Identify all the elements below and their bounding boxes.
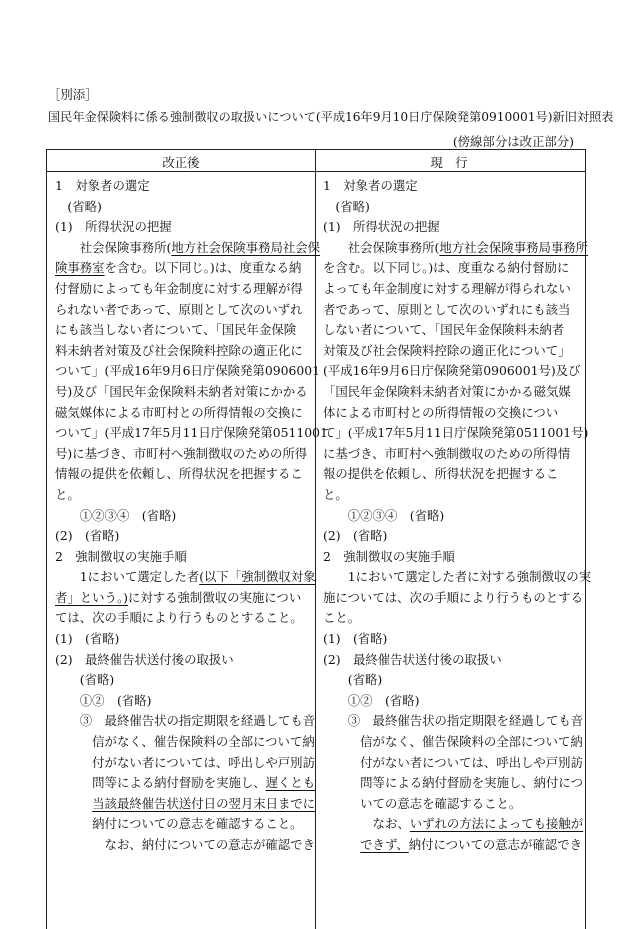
- text-segment: と。: [55, 486, 80, 502]
- current-column: [323, 176, 591, 856]
- text-segment: 信がなく、催告保険料の全部について納: [55, 734, 315, 750]
- header-revised: 改正後: [162, 155, 200, 170]
- attachment-tag: ［別添］: [48, 87, 98, 102]
- text-line: [323, 485, 591, 506]
- text-line: [55, 753, 328, 774]
- text-segment: (2) 最終催告状送付後の取扱い: [55, 651, 234, 667]
- text-line: [323, 258, 591, 279]
- text-segment: 信がなく、催告保険料の全部について納: [323, 734, 583, 750]
- text-line: [55, 567, 328, 588]
- text-segment: 料未納者対策及び社会保険料控除の適正化に: [55, 342, 303, 358]
- text-segment: なお、: [323, 816, 410, 832]
- text-line: [323, 176, 591, 197]
- text-segment: (2) 最終催告状送付後の取扱い: [323, 651, 502, 667]
- text-line: [55, 279, 328, 300]
- text-segment: ①②③④ (省略): [323, 507, 445, 523]
- text-line: [55, 403, 328, 424]
- text-line: [55, 382, 328, 403]
- amended-text: 遅くとも: [265, 775, 316, 791]
- text-segment: ①② (省略): [55, 692, 152, 708]
- text-line: [323, 382, 591, 403]
- text-segment: ついて」(平成17年5月11日庁保険発第0511001: [55, 425, 328, 441]
- text-segment: を含む。以下同じ。)は、度重なる納: [104, 260, 302, 276]
- text-line: [323, 753, 591, 774]
- text-segment: いての意志を確認すること。: [323, 795, 522, 811]
- text-segment: ①② (省略): [323, 692, 420, 708]
- amended-text: 地方社会保険事務局社会保: [171, 239, 321, 255]
- amended-text: いずれの方法によっても接触が: [409, 816, 584, 832]
- text-line: [323, 341, 591, 362]
- text-segment: られない者であって、原則として次のいずれ: [55, 301, 303, 317]
- amended-text: 険事務室: [55, 260, 105, 276]
- text-line: [323, 608, 591, 629]
- text-line: [323, 588, 591, 609]
- text-segment: ③ 最終催告状の指定期限を経過しても音: [55, 713, 316, 729]
- text-line: [55, 485, 328, 506]
- text-segment: 付がない者については、呼出しや戸別訪: [55, 754, 315, 770]
- text-line: [55, 341, 328, 362]
- underline-note: (傍線部分は改正部分): [452, 134, 574, 149]
- text-segment: 付督励によっても年金制度に対する理解が得: [55, 280, 303, 296]
- text-segment: 体による市町村との所得情報の交換につい: [323, 404, 559, 420]
- text-segment: 情報の提供を依頼し、所得状況を把握するこ: [55, 466, 303, 482]
- amended-text: 当該最終催告状送付日の翌月末日までに: [92, 795, 316, 811]
- text-segment: ①②③④ (省略): [55, 507, 177, 523]
- text-line: [323, 423, 591, 444]
- text-line: [323, 835, 591, 856]
- text-line: [55, 670, 328, 691]
- document-title: 国民年金保険料に係る強制徴収の取扱いについて(平成16年9月10日庁保険発第0910001号)新旧対照表: [48, 110, 614, 124]
- text-segment: (1) (省略): [55, 631, 120, 647]
- text-segment: 号)に基づき、市町村へ強制徴収のための所得: [55, 445, 308, 461]
- header-current: 現 行: [430, 155, 468, 170]
- text-line: [323, 732, 591, 753]
- text-segment: にも該当しない者について、「国民年金保険: [55, 322, 297, 338]
- text-segment: (省略): [323, 672, 383, 688]
- text-line: [323, 526, 591, 547]
- text-line: [323, 300, 591, 321]
- text-segment: 納付についての意志が確認でき: [408, 837, 582, 852]
- text-segment: しない者について、「国民年金保険料未納者: [323, 322, 565, 338]
- text-line: [55, 423, 328, 444]
- text-segment: 問等による納付督励を実施し、納付につ: [323, 775, 583, 791]
- text-segment: に対する強制徴収の実施につい: [127, 589, 302, 605]
- text-line: [55, 444, 328, 465]
- text-segment: 対策及び社会保険料控除の適正化について」: [323, 342, 571, 358]
- text-line: [55, 300, 328, 321]
- text-segment: ては、次の手順により行うものとすること。: [55, 610, 303, 626]
- text-line: [55, 588, 328, 609]
- text-segment: 社会保険事務所(: [55, 239, 172, 255]
- text-segment: こと。: [323, 610, 361, 626]
- text-segment: 1において選定した者: [55, 569, 200, 585]
- revised-column: [55, 176, 328, 856]
- text-line: [323, 238, 591, 259]
- text-line: [55, 814, 328, 835]
- amended-text: 地方社会保険事務局事務所: [439, 239, 589, 255]
- text-line: [323, 670, 591, 691]
- text-segment: 2 強制徴収の実施手順: [55, 548, 187, 564]
- text-segment: に基づき、市町村へ強制徴収のための所得情: [323, 445, 571, 461]
- text-line: [55, 506, 328, 527]
- amended-text: (以下「強制徴収対象: [199, 569, 316, 585]
- text-line: [55, 650, 328, 671]
- amended-text: できず、: [360, 837, 409, 852]
- text-line: [323, 691, 591, 712]
- amended-text: 者」という。): [55, 589, 128, 605]
- text-line: [323, 506, 591, 527]
- text-segment: よっても年金制度に対する理解が得られない: [323, 280, 571, 296]
- text-line: [55, 691, 328, 712]
- text-segment: 納付についての意志を確認すること。: [55, 816, 303, 832]
- text-segment: [323, 837, 360, 852]
- text-segment: を含む。以下同じ。)は、度重なる納付督励に: [323, 260, 570, 276]
- text-line: [323, 650, 591, 671]
- text-line: [55, 238, 328, 259]
- text-line: [323, 217, 591, 238]
- text-segment: (省略): [55, 198, 102, 214]
- text-line: [55, 629, 328, 650]
- text-line: [323, 567, 591, 588]
- text-line: [323, 320, 591, 341]
- text-segment: 施については、次の手順により行うものとする: [323, 589, 583, 605]
- text-segment: (省略): [323, 198, 370, 214]
- text-line: [323, 444, 591, 465]
- text-line: [55, 197, 328, 218]
- text-line: [55, 361, 328, 382]
- text-line: [55, 608, 328, 629]
- text-line: [55, 773, 328, 794]
- text-line: [55, 711, 328, 732]
- text-line: [55, 794, 328, 815]
- table-header-row: [47, 150, 585, 172]
- text-line: [323, 629, 591, 650]
- text-line: [323, 794, 591, 815]
- text-segment: 付がない者については、呼出しや戸別訪: [323, 754, 583, 770]
- text-line: [55, 217, 328, 238]
- text-line: [323, 197, 591, 218]
- text-segment: (1) (省略): [323, 631, 388, 647]
- text-line: [323, 711, 591, 732]
- text-line: [323, 464, 591, 485]
- text-segment: 「国民年金保険料未納者対策にかかる磁気媒: [323, 383, 571, 399]
- text-line: [323, 547, 591, 568]
- comparison-table: [46, 149, 592, 929]
- text-segment: 1 対象者の選定: [55, 178, 150, 193]
- text-segment: ついて」(平成16年9月6日庁保険発第0906001: [55, 363, 321, 379]
- text-segment: と。: [323, 486, 348, 502]
- text-segment: (2) (省略): [323, 528, 388, 544]
- text-line: [55, 732, 328, 753]
- text-segment: 1において選定した者に対する強制徴収の実: [323, 569, 592, 585]
- text-segment: (2) (省略): [55, 528, 120, 544]
- text-segment: 者であって、原則として次のいずれにも該当: [323, 301, 571, 317]
- text-line: [55, 320, 328, 341]
- text-segment: (1) 所得状況の把握: [55, 219, 172, 235]
- text-segment: ③ 最終催告状の指定期限を経過しても音: [323, 713, 584, 729]
- text-line: [323, 773, 591, 794]
- text-segment: 問等による納付督励を実施し、: [55, 775, 266, 791]
- text-line: [55, 258, 328, 279]
- text-line: [323, 814, 591, 835]
- text-line: [55, 835, 328, 856]
- text-segment: なお、納付についての意志が確認でき: [55, 837, 315, 852]
- text-segment: て」(平成17年5月11日庁保険発第0511001号): [323, 425, 589, 441]
- text-line: [55, 526, 328, 547]
- text-segment: 社会保険事務所(: [323, 239, 440, 255]
- text-segment: 2 強制徴収の実施手順: [323, 548, 455, 564]
- text-segment: 号)及び「国民年金保険料未納者対策にかかる: [55, 383, 308, 399]
- text-line: [323, 279, 591, 300]
- text-line: [55, 464, 328, 485]
- text-line: [55, 547, 328, 568]
- text-segment: [55, 796, 92, 811]
- text-segment: 1 対象者の選定: [323, 178, 418, 193]
- text-segment: 報の提供を依頼し、所得状況を把握するこ: [323, 466, 559, 482]
- text-segment: (1) 所得状況の把握: [323, 219, 440, 235]
- text-segment: (平成16年9月6日庁保険発第0906001号)及び: [323, 363, 581, 379]
- text-segment: (省略): [55, 672, 115, 688]
- text-segment: 磁気媒体による市町村との所得情報の交換に: [55, 404, 303, 420]
- text-line: [323, 361, 591, 382]
- text-line: [55, 176, 328, 197]
- text-line: [323, 403, 591, 424]
